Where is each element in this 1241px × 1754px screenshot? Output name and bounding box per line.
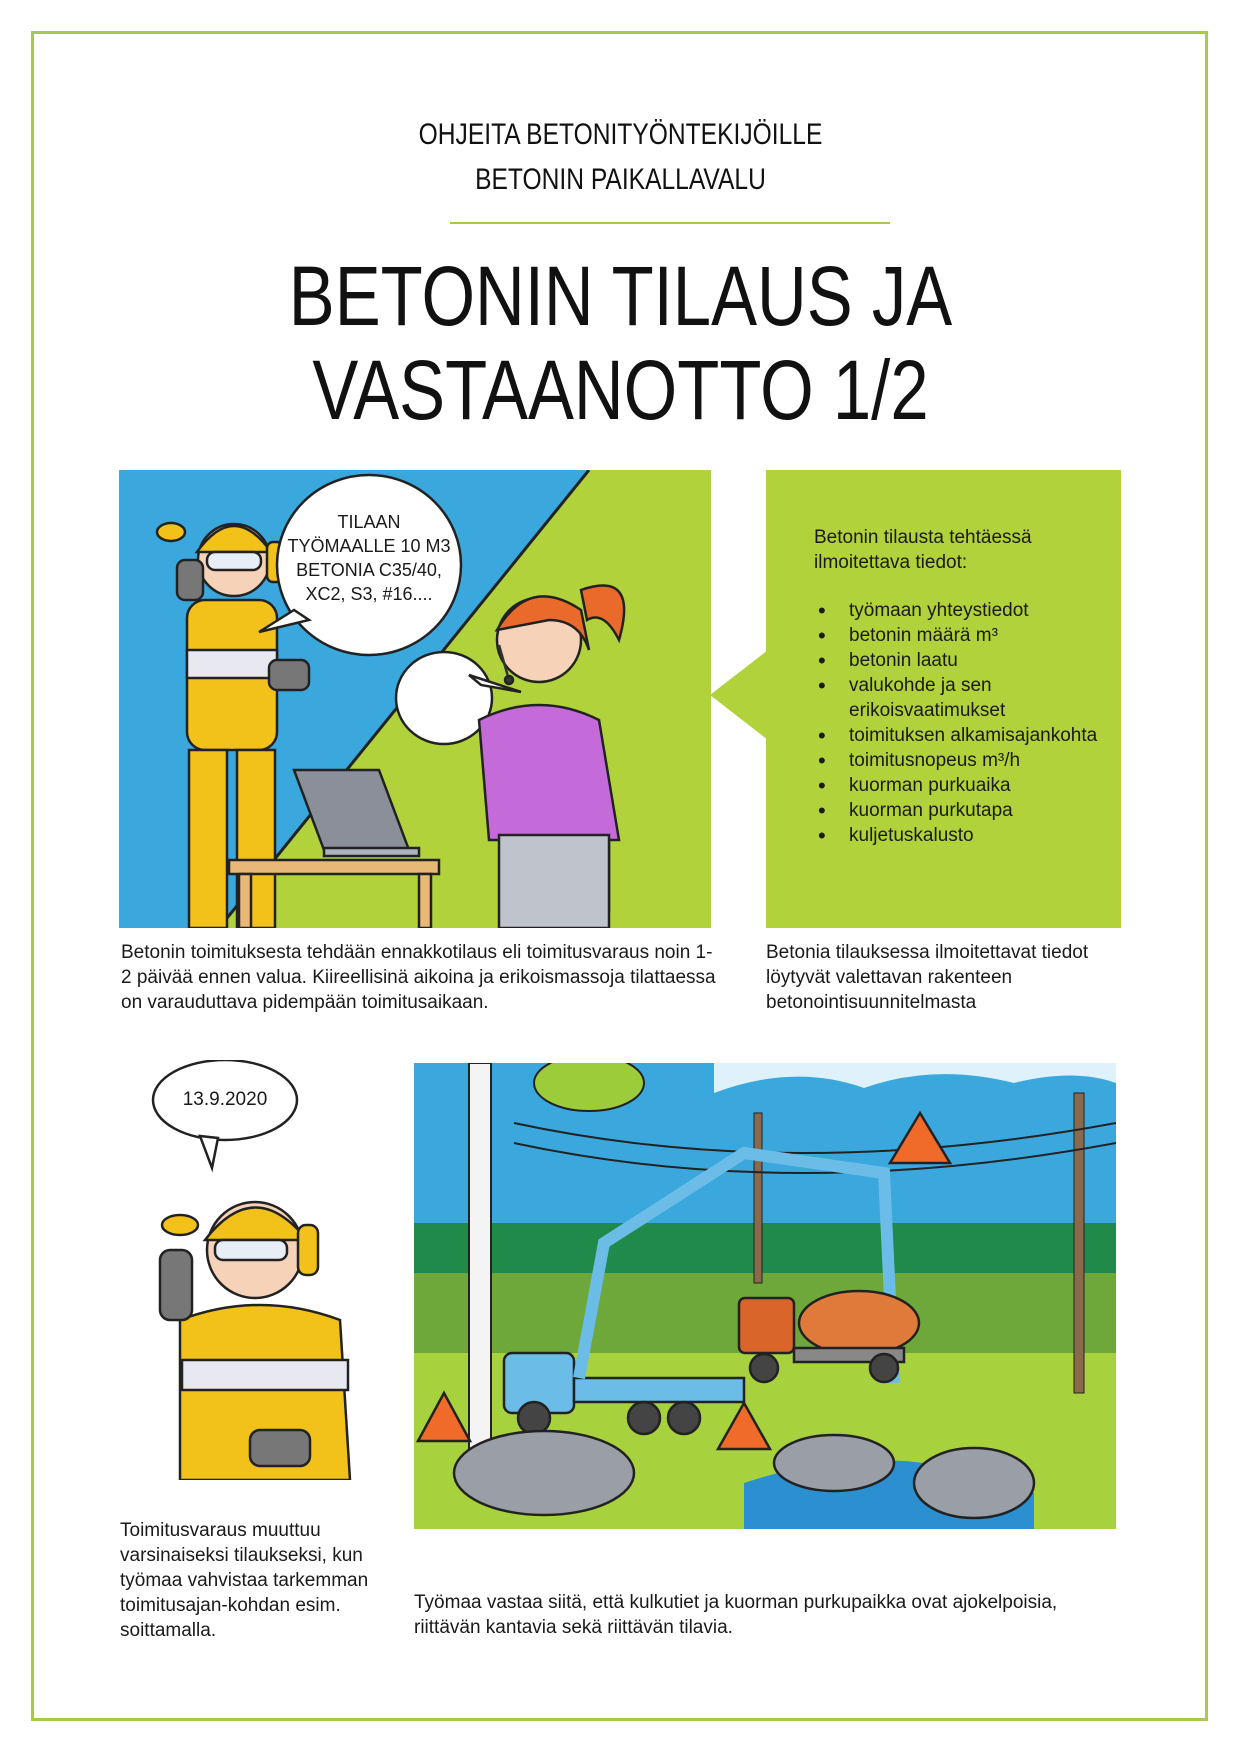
caption-site: Työmaa vastaa siitä, että kulkutiet ja kuorman purkupaikka ovat ajokelpoisia, riittävän kantavia sekä riittävän tilavia. [414, 1592, 1058, 1638]
list-item: • valukohde ja sen erikoisvaatimukset [814, 673, 1114, 723]
list-item: • toimituksen alkamisajankohta [814, 723, 1114, 748]
confirm-speech-date: 13.9.2020 [182, 1089, 268, 1110]
header-divider [450, 222, 890, 224]
list-item: • kuorman purkutapa [814, 798, 1114, 823]
worker-confirming [160, 1202, 350, 1480]
speech-line: XC2, S3, #16.... [305, 584, 433, 604]
speech-line: TYÖMAALLE 10 M3 [287, 536, 451, 556]
page-title-line2: VASTAANOTTO 1/2 [312, 343, 929, 437]
infobox-pointer [710, 650, 770, 740]
speech-line: TILAAN [337, 512, 401, 532]
infobox-list [814, 598, 1114, 848]
header-line1: OHJEITA BETONITYÖNTEKIJÖILLE [418, 118, 823, 151]
caption-info: Betonia tilauksessa ilmoitettavat tiedot löytyvät valettavan rakenteen betonointisuunnitelmasta [766, 942, 1089, 1013]
list-item: • betonin laatu [814, 648, 1114, 673]
speech-line: BETONIA C35/40, [296, 560, 442, 580]
list-item: • toimitusnopeus m³/h [814, 748, 1114, 773]
page-title-line1: BETONIN TILAUS JA [288, 249, 953, 343]
header-line2: BETONIN PAIKALLAVALU [475, 163, 766, 196]
site-scene-svg [414, 1063, 1116, 1529]
list-item: • kuorman purkuaika [814, 773, 1114, 798]
list-item: • betonin määrä m³ [814, 623, 1114, 648]
order-speech-bubble [284, 510, 454, 606]
caption-confirm: Toimitusvaraus muuttuu varsinaiseksi tilaukseksi, kun työmaa vahvistaa tarkemman toimitusajan-kohdan esim. soittamalla. [120, 1520, 369, 1641]
confirm-scene-svg [120, 1060, 390, 1480]
site-illustration [414, 1063, 1116, 1529]
list-item: • työmaan yhteystiedot [814, 598, 1114, 623]
infobox-heading: Betonin tilausta tehtäessä ilmoitettava tiedot: [814, 527, 1032, 573]
order-info-box [766, 470, 1121, 928]
caption-order: Betonin toimituksesta tehdään ennakkotilaus eli toimitusvaraus noin 1-2 päivää ennen valua. Kiireellisinä aikoina ja erikoismassoja tilattaessa on varauduttava pidempään toimitusaikaan. [121, 942, 716, 1013]
confirm-illustration [120, 1060, 390, 1480]
list-item: • kuljetuskalusto [814, 823, 1114, 848]
order-illustration [119, 470, 711, 928]
